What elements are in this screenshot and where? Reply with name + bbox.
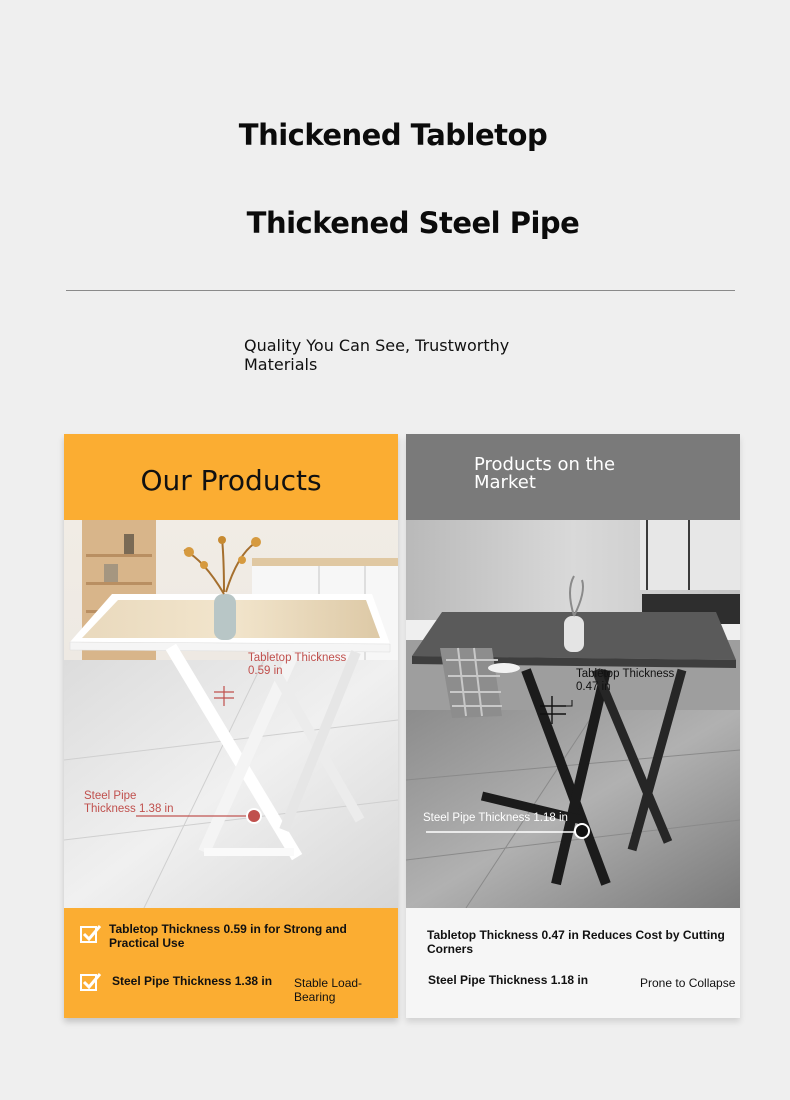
- headline-thickened-steel-pipe: Thickened Steel Pipe: [246, 206, 580, 240]
- white-folding-table-image: [64, 520, 398, 908]
- ours-feature-tabletop: Tabletop Thickness 0.59 in for Strong and Practical Use: [109, 922, 347, 950]
- tagline: Quality You Can See, Trustworthy Materials: [244, 336, 510, 374]
- ours-feature-pipe: Steel Pipe Thickness 1.38 in: [112, 974, 273, 988]
- grey-folding-table-image: [406, 520, 740, 908]
- market-tabletop-annotation-line1: Tabletop Thickness: [576, 668, 675, 680]
- our-products-title: Our Products: [140, 464, 322, 497]
- ours-feature-pipe-note: Stable Load-Bearing: [294, 976, 363, 1004]
- headline-thickened-tabletop: Thickened Tabletop: [238, 118, 548, 152]
- market-feature-pipe-note: Prone to Collapse: [640, 976, 736, 990]
- our-products-card: [64, 434, 398, 1018]
- ours-pipe-annotation: [84, 790, 174, 816]
- ours-tabletop-annotation: [248, 652, 346, 678]
- market-products-title: Products on the Market: [474, 454, 616, 493]
- market-feature-tabletop: Tabletop Thickness 0.47 in Reduces Cost by Cutting Corners: [427, 928, 725, 956]
- market-products-card: [406, 434, 740, 1018]
- our-products-header: [64, 434, 398, 520]
- market-product-photo: [406, 520, 740, 908]
- ours-pipe-annotation-line2: Thickness 1.38 in: [84, 803, 174, 815]
- ours-tabletop-annotation-line2: 0.59 in: [248, 665, 283, 677]
- check-icon: [80, 972, 102, 992]
- check-icon: [80, 924, 102, 944]
- ours-tabletop-annotation-line1: Tabletop Thickness: [248, 652, 347, 664]
- market-tabletop-annotation-line2: 0.47 in: [576, 681, 611, 693]
- market-pipe-annotation: Steel Pipe Thickness 1.18 in: [423, 812, 568, 824]
- market-products-header: [406, 434, 740, 520]
- our-product-photo: [64, 520, 398, 908]
- ours-pipe-annotation-line1: Steel Pipe: [84, 790, 137, 802]
- market-tabletop-annotation: [576, 668, 674, 694]
- section-divider: [66, 290, 735, 291]
- market-feature-pipe: Steel Pipe Thickness 1.18 in: [428, 973, 589, 987]
